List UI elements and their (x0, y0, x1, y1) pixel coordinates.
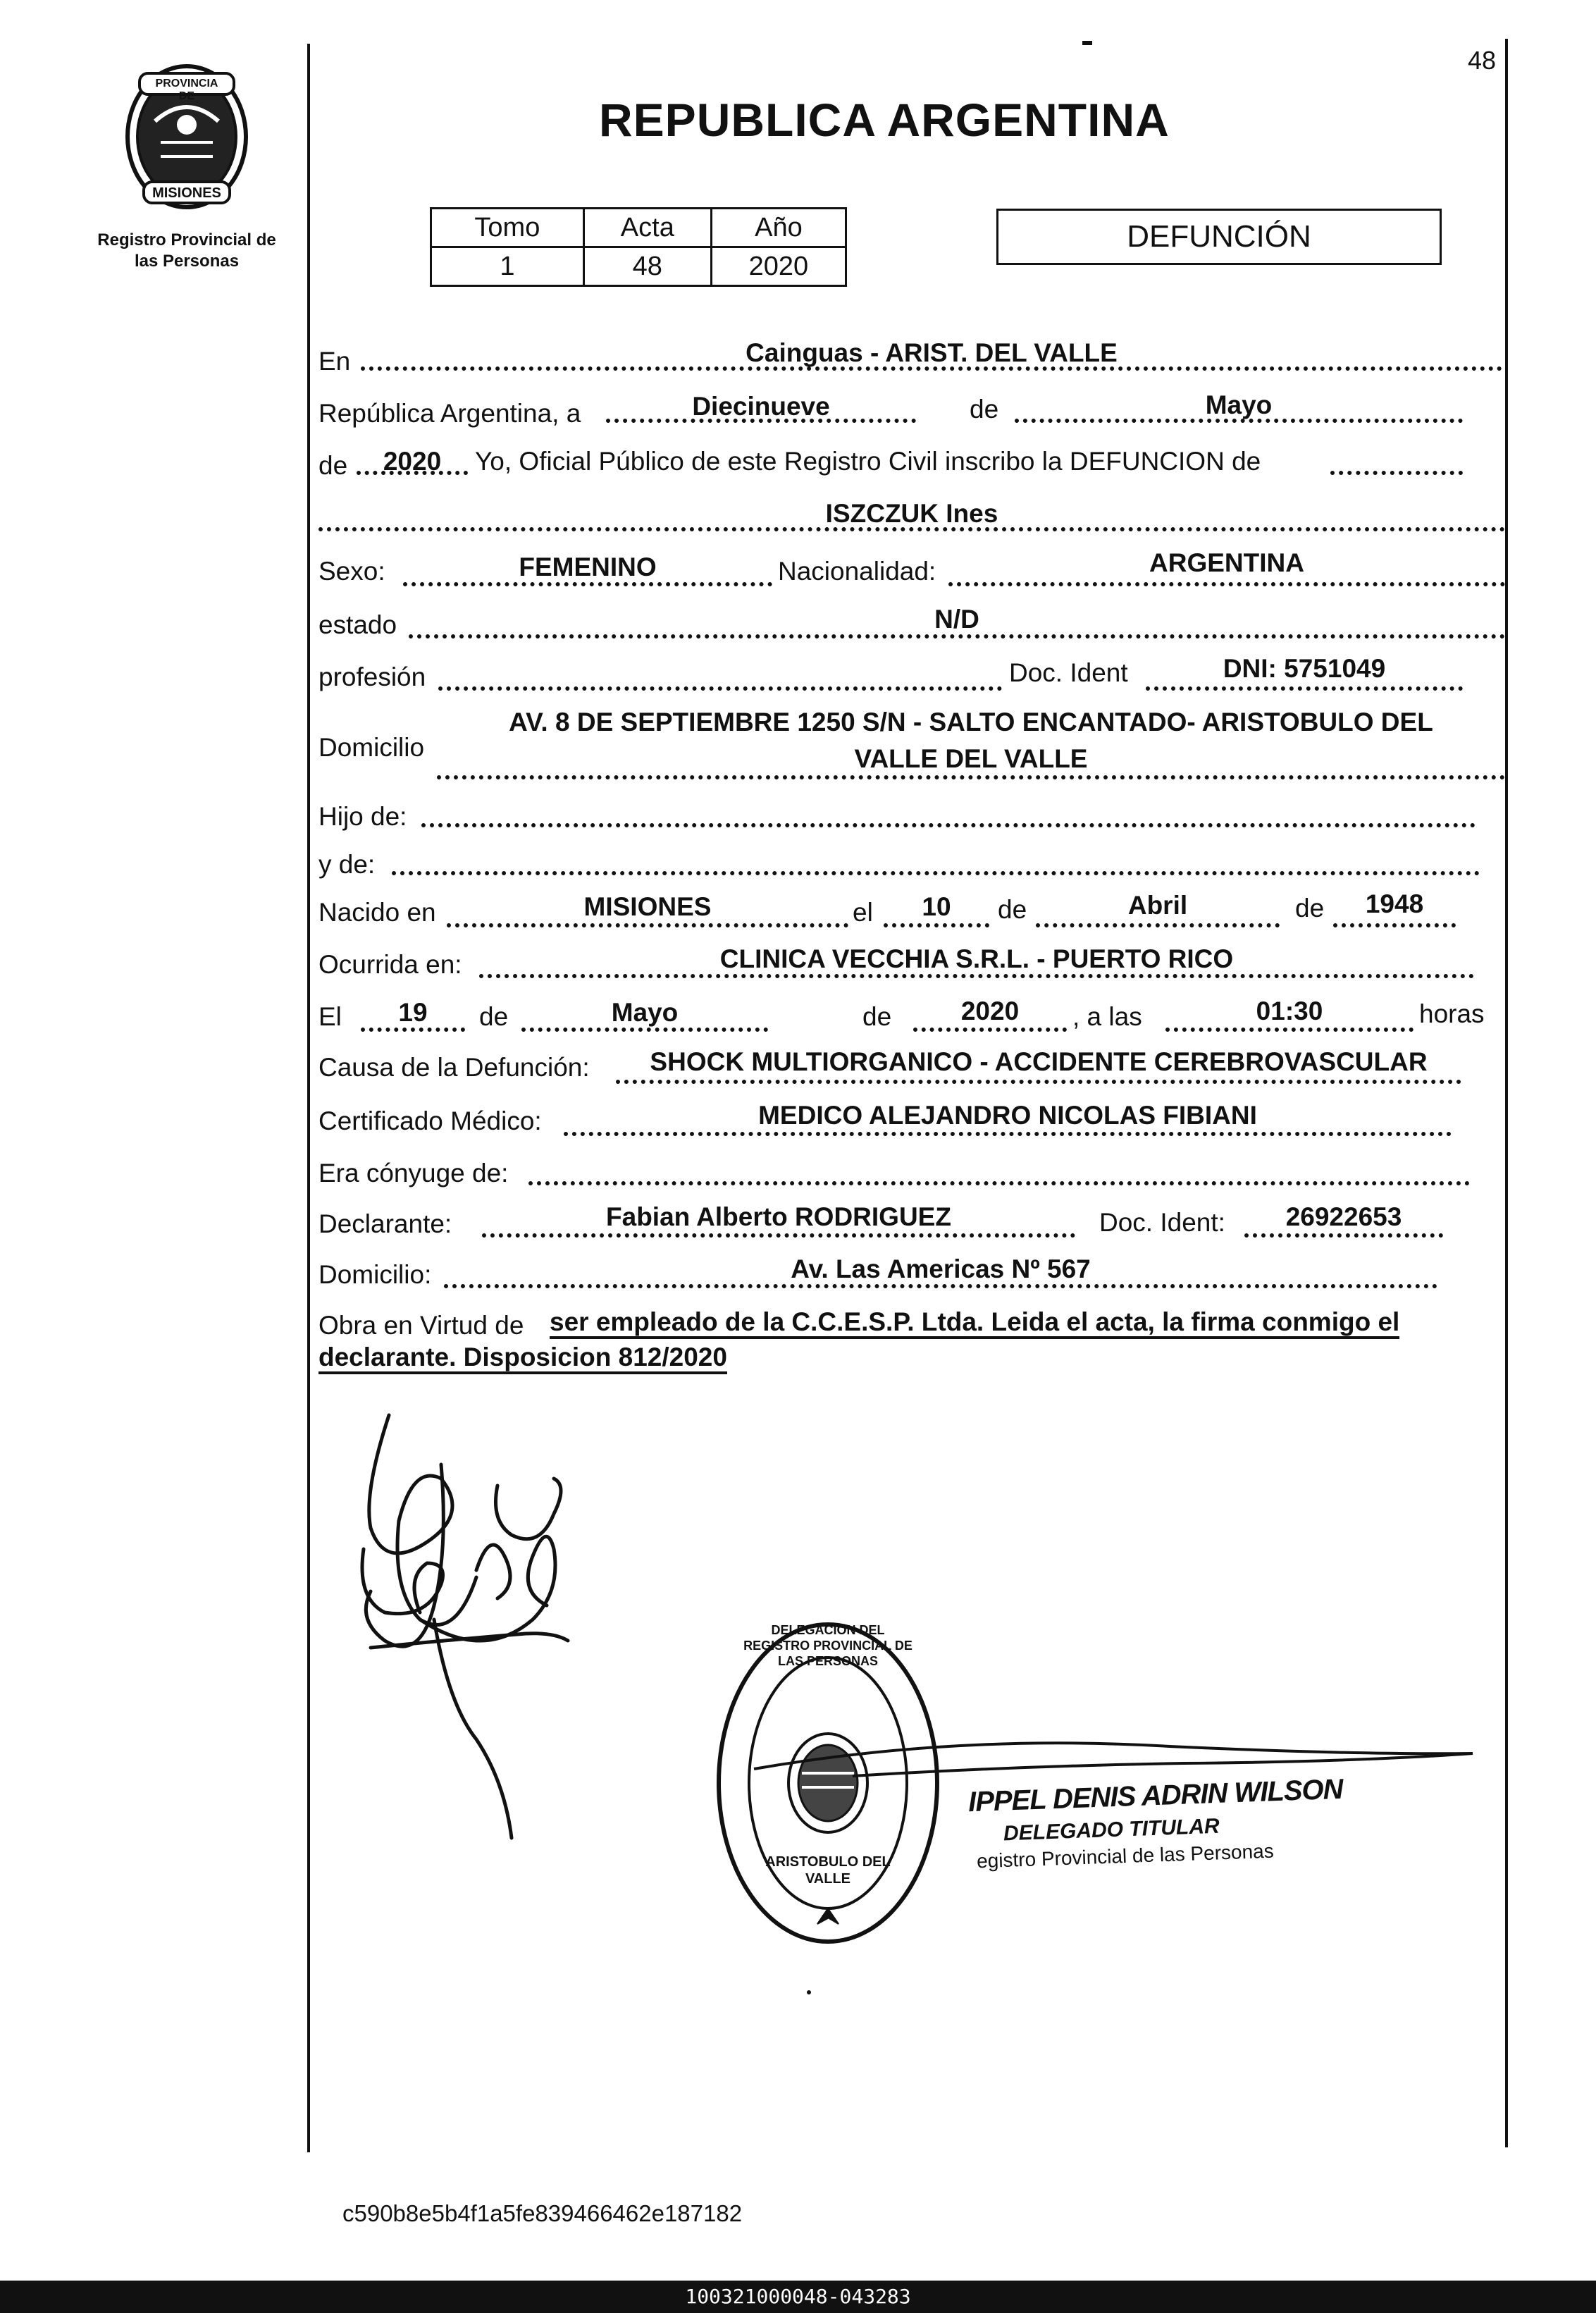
value-declarante-domicilio: Av. Las Americas Nº 567 (791, 1254, 1091, 1283)
anio-value: 2020 (711, 247, 846, 286)
dots-declarante-doc (1244, 1233, 1443, 1238)
left-margin-line (307, 44, 310, 2152)
value-declarante-doc: 26922653 (1285, 1202, 1402, 1231)
label-de-3: de (998, 895, 1027, 924)
label-profesion: profesión (318, 662, 426, 691)
value-nacido-mes: Abril (1127, 891, 1188, 920)
tomo-value: 1 (431, 247, 584, 286)
label-nacido-en: Nacido en (318, 898, 436, 927)
dots-nacido-mes (1036, 923, 1280, 927)
value-nombre: ISZCZUK Ines (825, 499, 998, 528)
label-el-cap: El (318, 1002, 342, 1031)
label-domicilio: Domicilio (318, 733, 425, 762)
label-de-2: de (318, 451, 348, 480)
dots-profesion (438, 686, 1002, 691)
value-anio-registro: 2020 (383, 447, 442, 476)
value-lugar: Cainguas - ARIST. DEL VALLE (746, 338, 1118, 367)
label-a-las: , a las (1072, 1002, 1142, 1031)
value-obra-line1: ser empleado de la C.C.E.S.P. Ltda. Leida el acta, la firma conmigo el (550, 1308, 1399, 1339)
value-causa: SHOCK MULTIORGANICO - ACCIDENTE CEREBROVASCULAR (650, 1047, 1428, 1076)
value-doc-ident: DNI: 5751049 (1223, 654, 1386, 683)
value-nacido-dia: 10 (922, 892, 951, 921)
label-conyuge: Era cónyuge de: (318, 1159, 509, 1188)
value-domicilio-line2: VALLE DEL VALLE (854, 744, 1088, 773)
acta-header: Acta (583, 209, 711, 247)
label-nacionalidad: Nacionalidad: (778, 557, 936, 586)
official-title: DELEGADO TITULAR (1003, 1814, 1220, 1846)
label-estado: estado (318, 610, 397, 639)
label-ocurrida-en: Ocurrida en: (318, 950, 462, 979)
dots-declarante-domicilio (444, 1284, 1437, 1288)
dots-domicilio (437, 775, 1505, 779)
value-sexo: FEMENINO (519, 553, 657, 581)
province-logo (118, 58, 255, 213)
dots-causa (616, 1080, 1461, 1084)
value-certificado: MEDICO ALEJANDRO NICOLAS FIBIANI (758, 1101, 1257, 1130)
value-domicilio-line1: AV. 8 DE SEPTIEMBRE 1250 S/N - SALTO ENCANTADO- ARISTOBULO DEL (509, 708, 1433, 736)
label-causa: Causa de la Defunción: (318, 1053, 590, 1082)
value-dia-texto: Diecinueve (692, 392, 830, 421)
value-mes-registro: Mayo (1205, 390, 1273, 419)
value-nacido-en: MISIONES (583, 892, 712, 921)
dots-yo-oficial (1330, 471, 1463, 475)
footer-bar (0, 2281, 1596, 2313)
record-table-value-row (431, 247, 846, 286)
label-certificado: Certificado Médico: (318, 1106, 542, 1135)
record-type-box (996, 209, 1442, 265)
value-def-hora: 01:30 (1256, 997, 1323, 1025)
official-office: egistro Provincial de las Personas (976, 1839, 1275, 1873)
handwritten-signature (342, 1408, 596, 1845)
logo-text-bottom: MISIONES (152, 185, 221, 201)
dots-nacionalidad (948, 582, 1505, 586)
value-nacionalidad: ARGENTINA (1149, 548, 1304, 577)
label-el: el (853, 898, 873, 927)
dots-sexo (403, 582, 772, 586)
value-def-dia: 19 (398, 998, 428, 1027)
dots-def-mes (521, 1028, 768, 1032)
registry-label-line1: Registro Provincial de (97, 230, 276, 249)
registry-label (70, 230, 303, 272)
dots-def-hora (1165, 1028, 1413, 1032)
label-republica: República Argentina, a (318, 399, 581, 428)
document-hash: c590b8e5b4f1a5fe839466462e187182 (342, 2200, 743, 2226)
label-yo-oficial: Yo, Oficial Público de este Registro Civil inscribo la DEFUNCION de (475, 447, 1261, 476)
value-nacido-anio: 1948 (1365, 889, 1424, 918)
value-ocurrida-en: CLINICA VECCHIA S.R.L. - PUERTO RICO (719, 944, 1234, 973)
dots-doc-ident (1146, 686, 1463, 691)
record-type: DEFUNCIÓN (1127, 219, 1311, 254)
label-de-6: de (862, 1002, 892, 1031)
page-title: REPUBLICA ARGENTINA (599, 94, 1170, 146)
anio-header: Año (711, 209, 846, 247)
label-doc-ident-2: Doc. Ident: (1099, 1208, 1225, 1237)
dots-ocurrida-en (479, 974, 1474, 978)
record-table-header-row (431, 209, 846, 247)
dots-y-de (392, 871, 1480, 875)
logo-text-top: PROVINCIA DE (155, 78, 218, 102)
right-margin-line (1505, 39, 1508, 2147)
acta-value: 48 (583, 247, 711, 286)
dots-conyuge (528, 1181, 1470, 1185)
registry-label-line2: las Personas (134, 252, 240, 271)
stamp-ring-text: DELEGACION DEL REGISTRO PROVINCIAL DE LAS PERSONAS (743, 1623, 913, 1668)
stamp-inner-text: ARISTOBULO DEL VALLE (765, 1854, 891, 1887)
stamp-signature-stroke (747, 1720, 1480, 1783)
footer-code: 100321000048-043283 (685, 2285, 911, 2308)
dots-nacido-en (447, 923, 848, 927)
dots-nacido-dia (884, 923, 989, 927)
record-table (430, 207, 847, 287)
label-y-de: y de: (318, 850, 376, 879)
label-de-1: de (970, 395, 999, 424)
label-sexo: Sexo: (318, 557, 385, 586)
label-horas: horas (1419, 999, 1485, 1028)
dots-nacido-anio (1333, 923, 1456, 927)
scan-mark (1082, 41, 1092, 45)
tomo-header: Tomo (431, 209, 584, 247)
dots-certificado (564, 1132, 1452, 1136)
label-hijo-de: Hijo de: (318, 802, 407, 831)
label-declarante: Declarante: (318, 1209, 452, 1238)
dots-estado (409, 634, 1505, 639)
label-obra: Obra en Virtud de (318, 1311, 524, 1340)
label-de-4: de (1295, 894, 1325, 923)
dots-def-anio (913, 1028, 1067, 1032)
value-def-anio: 2020 (960, 997, 1020, 1025)
value-obra-line2: declarante. Disposicion 812/2020 (318, 1343, 727, 1374)
dots-hijo-de (421, 823, 1476, 827)
label-doc-ident: Doc. Ident (1009, 658, 1128, 687)
dots-def-dia (361, 1028, 465, 1032)
page-number: 48 (1468, 46, 1497, 75)
stray-dot (807, 1990, 811, 1994)
label-domicilio-2: Domicilio: (318, 1260, 432, 1289)
dots-declarante (482, 1233, 1075, 1238)
official-name: IPPEL DENIS ADRIN WILSON (967, 1773, 1344, 1818)
label-de-5: de (479, 1002, 509, 1031)
value-def-mes: Mayo (611, 998, 679, 1027)
value-estado: N/D (934, 605, 979, 634)
value-declarante: Fabian Alberto RODRIGUEZ (606, 1202, 951, 1231)
label-en: En (318, 347, 351, 376)
